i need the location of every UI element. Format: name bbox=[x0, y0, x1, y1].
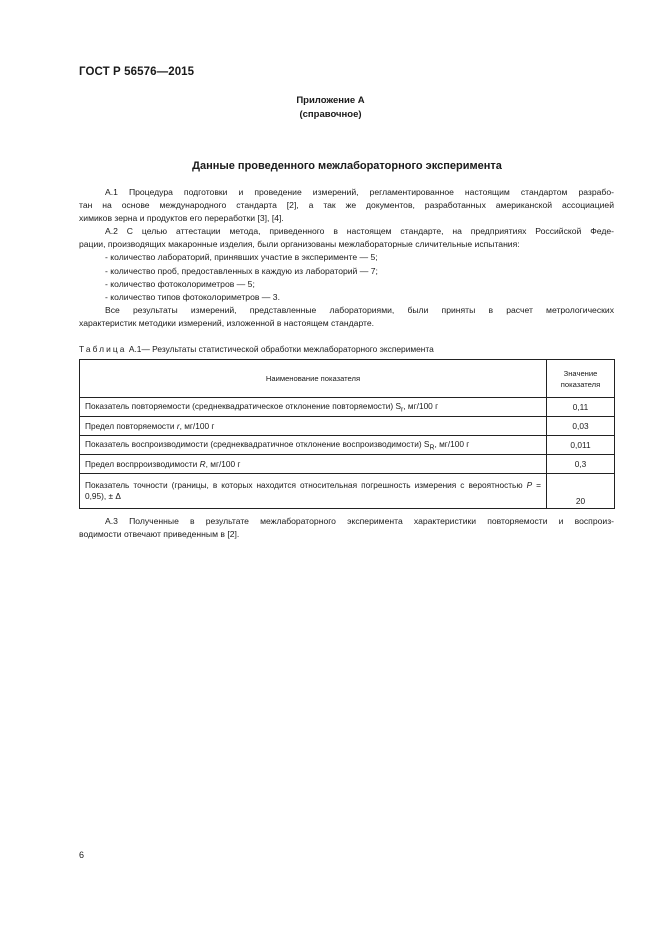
table-row bbox=[80, 455, 615, 474]
table-cell-value: 20 bbox=[547, 474, 615, 509]
table-row bbox=[80, 417, 615, 436]
table-cell-name bbox=[80, 436, 547, 455]
list-item: - количество типов фотоколориметров — 3. bbox=[105, 291, 280, 302]
body-text-block bbox=[79, 186, 614, 330]
table-cell-name bbox=[80, 398, 547, 417]
paragraph-a3-line: А.3 Полученные в результате межлабораторного эксперимента характеристики повторяемости и воспроиз- bbox=[105, 516, 614, 526]
table-header-row bbox=[80, 360, 615, 398]
paragraph-a1-line: химиков зерна и продуктов его переработки [3], [4]. bbox=[79, 213, 284, 224]
name-text: Предел воспрроизводимости bbox=[85, 459, 200, 469]
list-item: - количество проб, предоставленных в каждую из лабораторий — 7; bbox=[105, 265, 378, 276]
name-text: , мг/100 г bbox=[434, 438, 470, 449]
standard-designation: ГОСТ Р 56576—2015 bbox=[79, 66, 195, 78]
table-cell-value: 0,3 bbox=[547, 455, 615, 474]
name-text: вероятностью bbox=[468, 479, 527, 490]
table-cell-name bbox=[80, 417, 547, 436]
table-cell-value: 0,03 bbox=[547, 417, 615, 436]
paragraph-results-line: характеристик методики измерений, изложенной в настоящем стандарте. bbox=[79, 317, 375, 328]
table-caption bbox=[79, 344, 434, 354]
body-text-block bbox=[79, 515, 614, 541]
paragraph-results-line: Все результаты измерений, представленные лабораториями, были приняты в расчет метрологических bbox=[105, 304, 614, 315]
name-italic: R bbox=[199, 459, 206, 469]
paragraph-a1-line: тан на основе международного стандарта [2], а так же документов, разработанных американской ассоциацией bbox=[79, 200, 614, 211]
column-header-value-line: показателя bbox=[560, 379, 601, 389]
column-header-value-line: Значение bbox=[563, 368, 598, 378]
section-heading: Данные проведенного межлабораторного эксперимента bbox=[192, 160, 502, 172]
table-cell-name bbox=[80, 455, 547, 474]
paragraph-a2-line: рации, производящих макаронные изделия, были организованы межлабораторные сличительные испытания: bbox=[79, 239, 520, 250]
list-item: - количество фотоколориметров — 5; bbox=[105, 278, 255, 289]
name-text: Предел повторяемости bbox=[85, 421, 177, 431]
column-header-value bbox=[547, 360, 615, 398]
name-text: Показатель повторяемости (среднеквадратическое отклонение повторяемости) S bbox=[85, 400, 401, 411]
name-subscript: r bbox=[401, 406, 404, 414]
name-italic: r bbox=[176, 421, 180, 431]
list-item: - количество лабораторий, принявших участие в эксперименте — 5; bbox=[105, 252, 378, 263]
paragraph-a3-line: водимости отвечают приведенным в [2]. bbox=[79, 529, 240, 540]
column-header-name: Наименование показателя bbox=[80, 360, 547, 398]
name-text: Показатель воспроизводимости (среднеквадратичное отклонение воспроизводимости) S bbox=[85, 438, 430, 449]
name-text: , мг/100 г bbox=[179, 421, 215, 431]
name-italic: P bbox=[526, 479, 533, 490]
table-cell-value: 0,11 bbox=[547, 398, 615, 417]
annex-subtitle: (справочное) bbox=[299, 109, 362, 120]
name-text: = 0,95), ± Δ bbox=[85, 479, 542, 501]
name-subscript: R bbox=[429, 444, 435, 452]
table-cell-value: 0,011 bbox=[547, 436, 615, 455]
table-row bbox=[80, 436, 615, 455]
table-caption-label: Таблица bbox=[79, 344, 127, 354]
paragraph-a2-line: А.2 С целью аттестации метода, приведенного в настоящем стандарте, на предприятиях Российской Феде- bbox=[105, 226, 614, 237]
name-text: Показатель точности (границы, в которых находится относительная погрешность измерения с bbox=[85, 479, 465, 490]
name-text: , мг/100 г bbox=[403, 400, 439, 411]
paragraph-a1-line: А.1 Процедура подготовки и проведение измерений, регламентированное настоящим стандартом разрабо- bbox=[105, 187, 614, 197]
results-table bbox=[79, 359, 615, 509]
table-caption-text: А.1— Результаты статистической обработки межлабораторного эксперимента bbox=[128, 344, 434, 354]
name-text: , мг/100 г bbox=[205, 459, 241, 469]
page-number: 6 bbox=[79, 850, 85, 860]
table-cell-name bbox=[80, 474, 547, 509]
table-row bbox=[80, 474, 615, 509]
annex-title: Приложение А bbox=[296, 95, 365, 106]
table-row bbox=[80, 398, 615, 417]
